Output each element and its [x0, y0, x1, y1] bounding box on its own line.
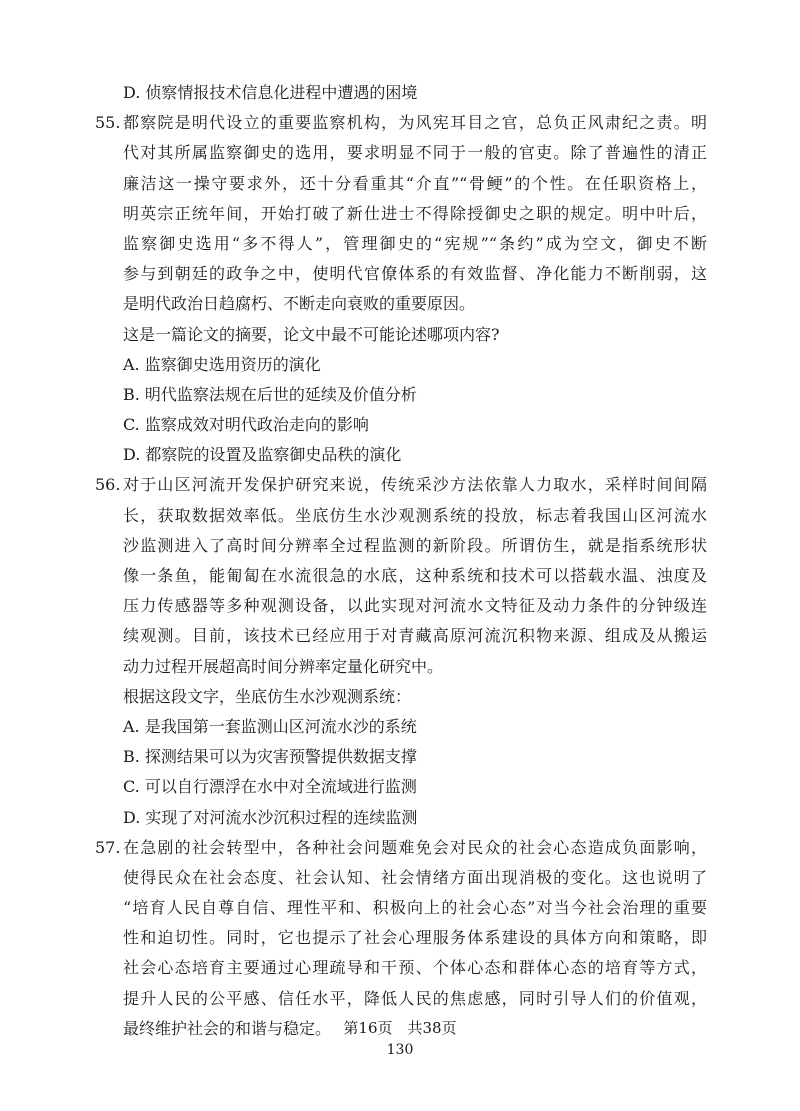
passage-text: 代对其所属监察御史的选用，要求明显不同于一般的官吏。除了普遍性的清正: [123, 143, 707, 163]
question-57: [95, 833, 707, 1044]
passage-text: 长，获取数据效率低。坐底仿生水沙观测系统的投放，标志着我国山区河流水: [123, 505, 707, 525]
passage-line: [95, 621, 707, 651]
passage-line: [95, 169, 707, 199]
passage-line: [95, 953, 707, 983]
answer-option: D. 都察院的设置及监察御史品秩的演化: [123, 445, 402, 465]
question-55: [95, 108, 707, 470]
page-number: 130: [386, 1042, 414, 1058]
answer-option: B. 探测结果可以为灾害预警提供数据支撑: [123, 747, 417, 767]
question-56: [95, 470, 707, 832]
answer-option: C. 可以自行漂浮在水中对全流域进行监测: [123, 777, 417, 797]
passage-line: [95, 863, 707, 893]
question-number: 57.: [95, 837, 121, 857]
passage-line: [95, 138, 707, 168]
passage-line: [95, 652, 707, 682]
question-stem: 根据这段文字，坐底仿生水沙观测系统：: [123, 686, 412, 706]
passage-text: “培育人民自尊自信、理性平和、积极向上的社会心态”对当今社会治理的重要: [123, 898, 707, 918]
page-label: 第16页 共38页: [343, 1019, 457, 1037]
passage-line: [95, 199, 707, 229]
passage-text: 压力传感器等多种观测设备，以此实现对河流水文特征及动力条件的分钟级连: [123, 596, 707, 616]
passage-text: 在急剧的社会转型中，各种社会问题难免会对民众的社会心态造成负面影响，: [123, 837, 707, 857]
question-number: 55.: [95, 113, 121, 133]
top-option: D. 侦察情报技术信息化进程中遭遇的困境: [123, 83, 418, 102]
passage-line: [95, 561, 707, 591]
passage-line: [95, 229, 707, 259]
question-stem: 这是一篇论文的摘要，论文中最不可能论述哪项内容?: [123, 324, 500, 344]
passage-line: [95, 501, 707, 531]
passage-text: 是明代政治日趋腐朽、不断走向衰败的重要原因。: [123, 294, 476, 314]
passage-line: [95, 289, 707, 319]
passage-text: 性和迫切性。同时，它也提示了社会心理服务体系建设的具体方向和策略，即: [123, 928, 707, 948]
passage-text: 续观测。目前，该技术已经应用于对青藏高原河流沉积物来源、组成及从搬运: [123, 626, 707, 646]
passage-text: 社会心态培育主要通过心理疏导和干预、个体心态和群体心态的培育等方式，: [123, 958, 707, 978]
page-content: [95, 78, 707, 1044]
passage-text: 使得民众在社会态度、社会认知、社会情绪方面出现消极的变化。这也说明了: [123, 867, 707, 887]
answer-option: A. 是我国第一套监测山区河流水沙的系统: [123, 716, 417, 736]
passage-text: 对于山区河流开发保护研究来说，传统采沙方法依靠人力取水，采样时间间隔: [123, 475, 707, 495]
passage-text: 廉洁这一操守要求外，还十分看重其“介直”“骨鲠”的个性。在任职资格上，: [123, 173, 707, 193]
passage-line: [95, 108, 707, 138]
answer-option: C. 监察成效对明代政治走向的影响: [123, 415, 369, 435]
passage-line: [95, 984, 707, 1014]
passage-text: 动力过程开展超高时间分辨率定量化研究中。: [123, 656, 444, 676]
passage-text: 都察院是明代设立的重要监察机构，为风宪耳目之官，总负正风肃纪之责。明: [123, 113, 707, 133]
answer-option: A. 监察御史选用资历的演化: [123, 354, 321, 374]
passage-text: 明英宗正统年间，开始打破了新仕进士不得除授御史之职的规定。明中叶后，: [123, 203, 707, 223]
passage-text: 沙监测进入了高时间分辨率全过程监测的新阶段。所谓仿生，就是指系统形状: [123, 535, 707, 555]
passage-line: [95, 833, 707, 863]
passage-line: [95, 591, 707, 621]
passage-line: [95, 893, 707, 923]
question-number: 56.: [95, 475, 121, 495]
answer-option: B. 明代监察法规在后世的延续及价值分析: [123, 384, 417, 404]
passage-text: 最终维护社会的和谐与稳定。: [123, 1018, 332, 1038]
passage-line: [95, 923, 707, 953]
passage-line: [95, 470, 707, 500]
passage-text: 监察御史选用“多不得人”，管理御史的“宪规”“条约”成为空文，御史不断: [123, 233, 707, 253]
passage-text: 像一条鱼，能匍匐在水流很急的水底，这种系统和技术可以搭载水温、浊度及: [123, 566, 707, 585]
passage-line: [95, 259, 707, 289]
answer-option: D. 实现了对河流水沙沉积过程的连续监测: [123, 807, 418, 827]
passage-line: [95, 531, 707, 561]
passage-text: 提升人民的公平感、信任水平，降低人民的焦虑感，同时引导人们的价值观，: [123, 988, 707, 1008]
passage-text: 参与到朝廷的政争之中，使明代官僚体系的有效监督、净化能力不断削弱，这: [123, 264, 707, 284]
